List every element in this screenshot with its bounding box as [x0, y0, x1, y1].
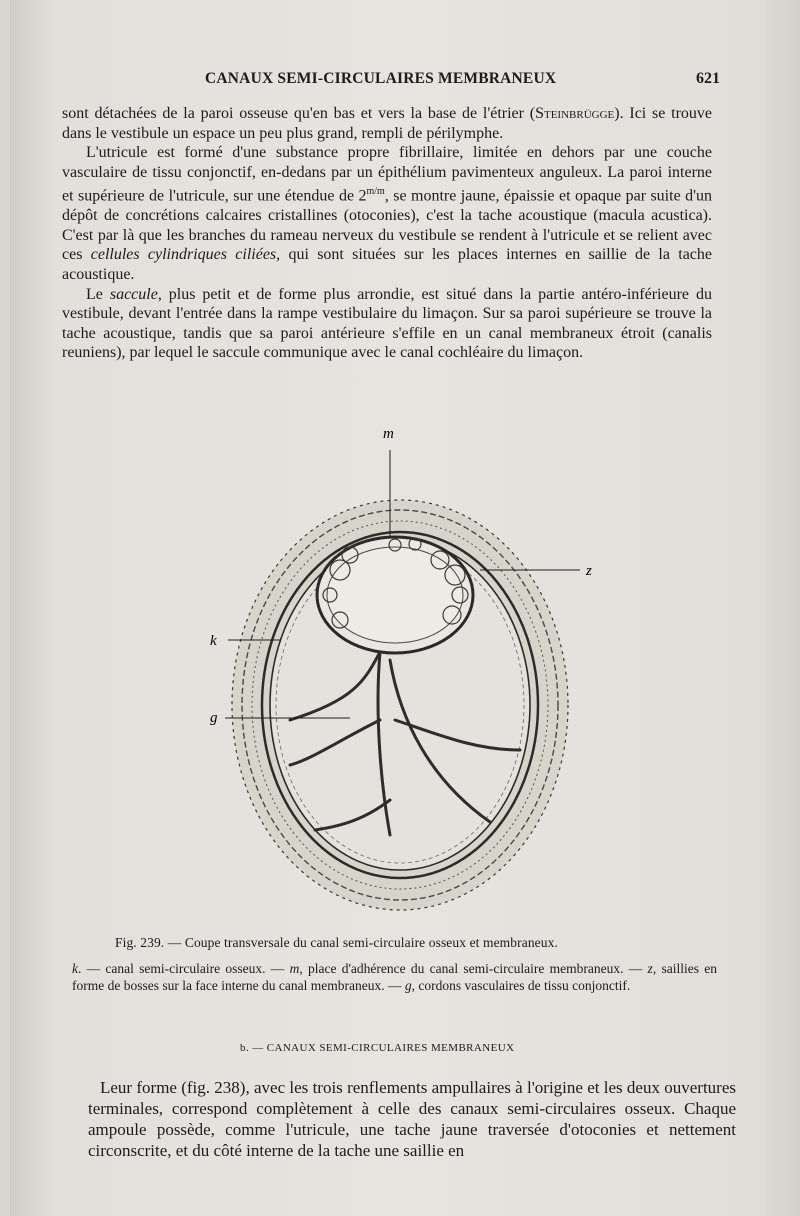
page-number: 621 [696, 70, 720, 87]
paragraph-3: Le saccule, plus petit et de forme plus arrondie, est situé dans la partie antéro-inférieure du vestibule, devant l'entrée dans la rampe vestibulaire du limaçon. Sur sa paroi supérieure se trouve la tache acoustique, tandis que sa paroi antérieure s'effile en un canal membraneux étroit (canalis reuniens), par lequel le saccule communique avec le canal cochléaire du limaçon. [62, 285, 712, 362]
section-heading: b. — CANAUX SEMI-CIRCULAIRES MEMBRANEUX [240, 1042, 515, 1054]
label-g: g [210, 710, 218, 726]
paragraph-b1: Leur forme (fig. 238), avec les trois renflements ampullaires à l'origine et les deux ouvertures terminales, correspond complètement à celle des canaux semi-circulaires osseux. Chaque ampoule possède, comme l'utricule, une tache jaune traversée d'otoconies et nettement circonscrite, et du côté interne de la tache une saillie en [88, 1078, 736, 1160]
page-header [70, 70, 720, 94]
label-m: m [383, 426, 394, 442]
membranous-canal [317, 537, 473, 653]
paragraph-2: L'utricule est formé d'une substance propre fibrillaire, limitée en dehors par une couche vasculaire de tissu conjonctif, en-dedans par un épithélium pavimenteux anguleux. La paroi interne et supérieure de l'utricule, sur une étendue de $2^{m/m}$, se montre jaune, épaissie et opaque par suite d'un dépôt de concrétions calcaires cristallines (otoconies), c'est la tache acoustique (macula acustica). C'est par là que les branches du rameau nerveux du vestibule se rendent à l'utricule et se relient avec ces cellules cylindriques ciliées, qui sont situées sur les places internes en saillie de la tache acoustique. [62, 144, 713, 284]
figure-239 [190, 420, 610, 920]
body-text [62, 104, 712, 363]
body-text-section-b [88, 1077, 736, 1161]
book-page [10, 0, 800, 1216]
label-z: z [586, 563, 592, 579]
paragraph-1: sont détachées de la paroi osseuse qu'en bas et vers la base de l'étrier (Steinbrügge). Ici se trouve dans le vestibule un espace un peu plus grand, rempli de périlymphe. [62, 105, 712, 142]
figure-caption-legend: k. — canal semi-circulaire osseux. — m, place d'adhérence du canal semi-circulaire membraneux. — z, saillies en forme de bosses sur la face interne du canal membraneux. — g, cordons vasculaires de tissu conjonctif. [72, 961, 717, 993]
figure-caption-title: Fig. 239. — Coupe transversale du canal semi-circulaire osseux et membraneux. [115, 935, 558, 950]
author-name: Steinbrügge [535, 105, 615, 122]
label-k: k [210, 633, 217, 649]
canal-section-illustration [190, 420, 610, 920]
running-title: CANAUX SEMI-CIRCULAIRES MEMBRANEUX [205, 70, 557, 87]
